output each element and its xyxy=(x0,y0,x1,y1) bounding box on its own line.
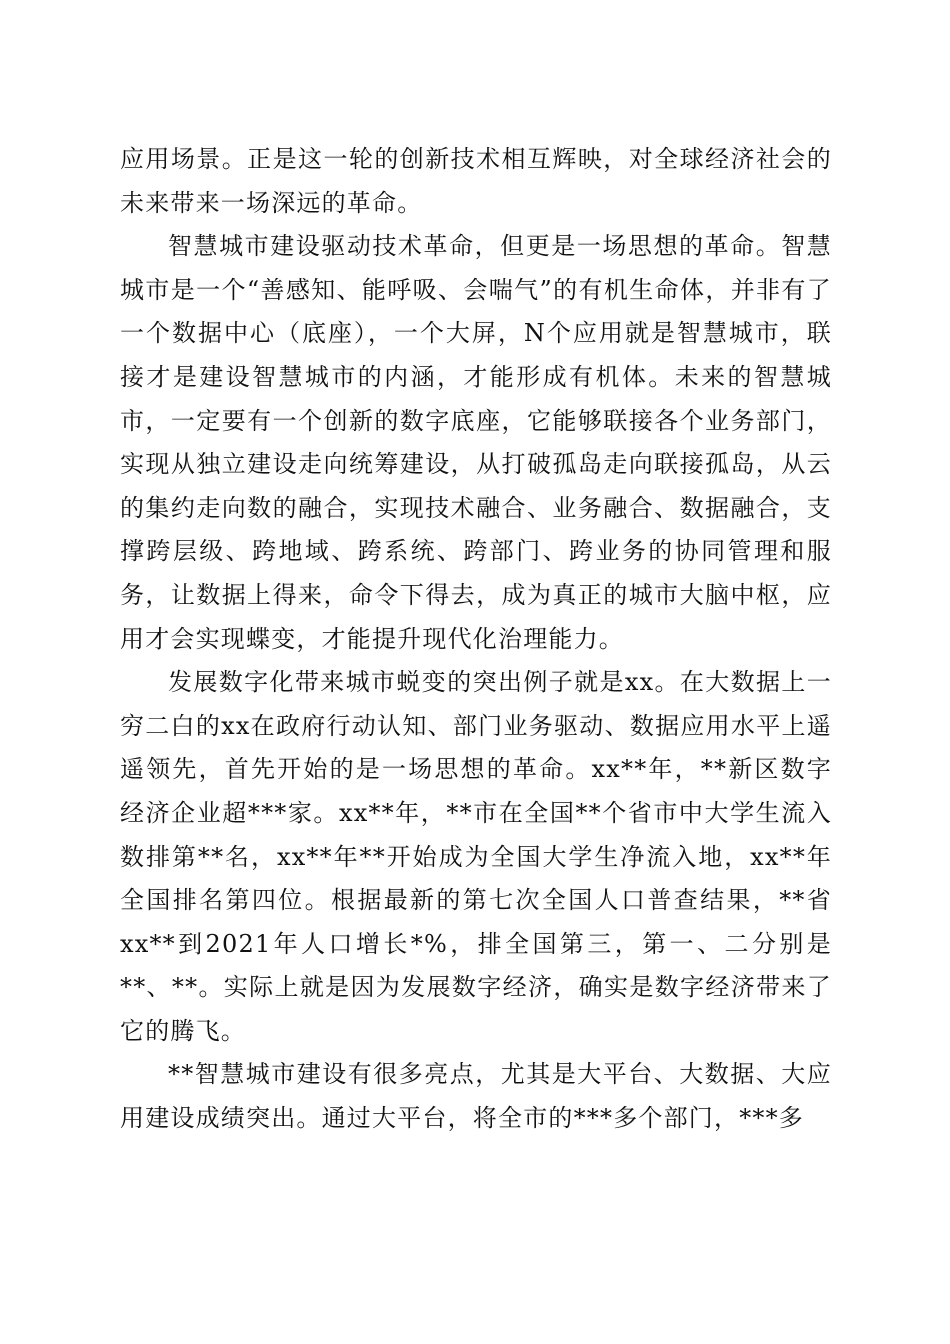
document-body xyxy=(120,138,832,1141)
paragraph-4: **智慧城市建设有很多亮点，尤其是大平台、大数据、大应用建设成绩突出。通过大平台，将全市的***多个部门，***多 xyxy=(120,1060,832,1133)
paragraph-1: 应用场景。正是这一轮的创新技术相互辉映，对全球经济社会的未来带来一场深远的革命。 xyxy=(120,145,832,217)
paragraph-2: 智慧城市建设驱动技术革命，但更是一场思想的革命。智慧城市是一个“善感知、能呼吸、会喘气”的有机生命体，并非有了一个数据中心（底座），一个大屏，N个应用就是智慧城市，联接才是建设智慧城市的内涵，才能形成有机体。未来的智慧城市，一定要有一个创新的数字底座，它能够联接各个业务部门，实现从独立建设走向统筹建设，从打破孤岛走向联接孤岛，从云的集约走向数的融合，实现技术融合、业务融合、数据融合，支撑跨层级、跨地域、跨系统、跨部门、跨业务的协同管理和服务，让数据上得来，命令下得去，成为真正的城市大脑中枢，应用才会实现蝶变，才能提升现代化治理能力。 xyxy=(120,232,832,653)
paragraph-3: 发展数字化带来城市蜕变的突出例子就是xx。在大数据上一穷二白的xx在政府行动认知、部门业务驱动、数据应用水平上遥遥领先，首先开始的是一场思想的革命。xx**年，**新区数字经济企业超***家。xx**年，**市在全国**个省市中大学生流入数排第**名，xx**年**开始成为全国大学生净流入地，xx**年全国排名第四位。根据最新的第七次全国人口普查结果，**省xx**到2021年人口增长*%，排全国第三，第一、二分别是**、**。实际上就是因为发展数字经济，确实是数字经济带来了它的腾飞。 xyxy=(120,668,832,1045)
